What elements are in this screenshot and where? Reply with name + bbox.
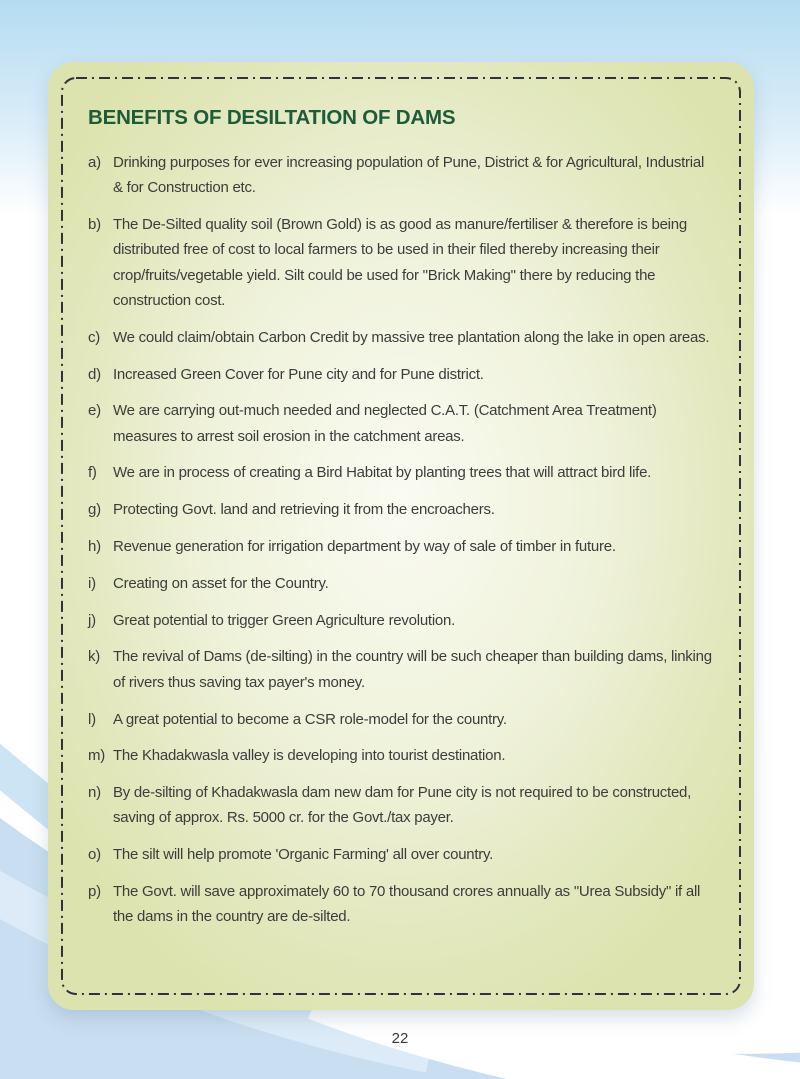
list-item (88, 842, 714, 867)
item-text: Increased Green Cover for Pune city and for Pune district. (113, 365, 484, 383)
item-label: h) (88, 538, 101, 556)
page-number: 22 (391, 1030, 409, 1047)
item-label: a) (88, 154, 101, 171)
item-label: b) (88, 216, 101, 234)
item-label: n) (88, 784, 101, 802)
list-item (88, 707, 714, 732)
item-text: We are carrying out-much needed and neglected C.A.T. (Catchment Area Treatment) measures to arrest soil erosion in the catchment areas. (113, 402, 657, 445)
item-text: Drinking purposes for ever increasing population of Pune, District & for Agricultural, Industrial & for Construction etc. (113, 154, 705, 197)
item-label: p) (88, 883, 101, 901)
item-text: Revenue generation for irrigation department by way of sale of timber in future. (113, 538, 616, 556)
item-label: i) (88, 574, 96, 592)
item-label: e) (88, 402, 101, 420)
card-content (88, 106, 714, 941)
item-text: We are in process of creating a Bird Habitat by planting trees that will attract bird life. (113, 464, 652, 482)
item-label: g) (88, 501, 101, 519)
item-text: The Khadakwasla valley is developing into tourist destination. (113, 747, 506, 765)
item-label: l) (88, 710, 96, 728)
item-label: o) (88, 846, 101, 864)
item-text: The De-Silted quality soil (Brown Gold) is as good as manure/fertiliser & therefore is being distributed free of cost to local farmers to be used in their filed thereby increasing their crop/fruits/vegetable yield. Silt could be used for "Brick Making" there by reducing the construction cost. (113, 216, 687, 309)
item-label: c) (88, 328, 100, 346)
item-label: j) (88, 611, 96, 629)
list-item (88, 398, 714, 449)
benefits-list (88, 150, 714, 930)
list-item (88, 460, 714, 485)
content-card (48, 62, 754, 1010)
item-text: The silt will help promote 'Organic Farming' all over country. (113, 846, 494, 864)
item-label: f) (88, 464, 97, 482)
list-item (88, 497, 714, 522)
list-item (88, 362, 714, 387)
item-text: Creating on asset for the Country. (113, 574, 329, 592)
list-item (88, 780, 714, 831)
list-item (88, 571, 714, 596)
item-text: The Govt. will save approximately 60 to 70 thousand crores annually as "Urea Subsidy" if all the dams in the country are de-silted. (113, 883, 701, 926)
item-label: m) (88, 747, 105, 765)
list-item (88, 150, 714, 201)
item-text: Great potential to trigger Green Agriculture revolution. (113, 611, 456, 629)
item-text: We could claim/obtain Carbon Credit by massive tree plantation along the lake in open areas. (113, 328, 710, 346)
list-item (88, 879, 714, 930)
list-item (88, 644, 714, 695)
item-text: By de-silting of Khadakwasla dam new dam for Pune city is not required to be constructed, saving of approx. Rs. 5000 cr. for the Govt./tax payer. (113, 784, 692, 827)
list-item (88, 212, 714, 313)
item-label: d) (88, 365, 101, 383)
item-text: A great potential to become a CSR role-model for the country. (113, 710, 507, 728)
item-text: The revival of Dams (de-silting) in the country will be such cheaper than building dams, linking of rivers thus saving tax payer's money. (113, 648, 712, 691)
item-label: k) (88, 648, 100, 666)
list-item (88, 325, 714, 350)
list-item (88, 608, 714, 633)
item-text: Protecting Govt. land and retrieving it from the encroachers. (113, 501, 495, 519)
page-title: BENEFITS OF DESILTATION OF DAMS (88, 106, 456, 129)
list-item (88, 534, 714, 559)
list-item (88, 743, 714, 768)
